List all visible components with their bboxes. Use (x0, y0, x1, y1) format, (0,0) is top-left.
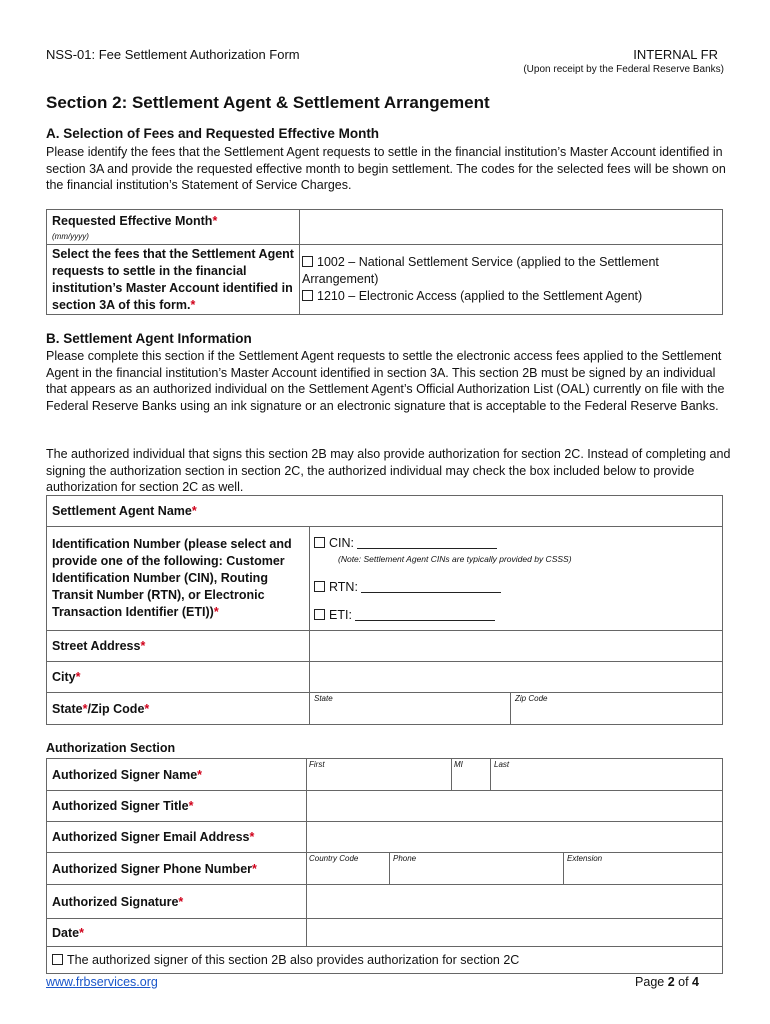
fees-label: Select the fees that the Settlement Agent requests to settle in the financial institution’s Master Account identified in section 3A of this form. (52, 246, 294, 312)
also-authorizes-row[interactable] (47, 947, 723, 974)
state-hint: State (314, 694, 333, 703)
country-code-hint: Country Code (309, 854, 359, 863)
rtn-checkbox[interactable] (314, 581, 325, 592)
fees-table (46, 209, 723, 315)
rtn-input[interactable] (361, 581, 501, 593)
fee-option-1210[interactable]: 1210 – Electronic Access (applied to the Settlement Agent) (302, 288, 717, 305)
section-title: Section 2: Settlement Agent & Settlement Arrangement (46, 93, 490, 112)
title-input[interactable] (307, 791, 723, 822)
part-b-paragraph-1: Please complete this section if the Settlement Agent requests to settle the electronic access fees applied to the Settlement Agent in the financial institution’s Master Account identified in section 3A. This section 2B must be signed by an individual that appears as an authorized individual on the Settlement Agent’s Official Authorization List (OAL) currently on file with the Federal Reserve Banks using an ink signature or an electronic signature that is acceptable to the Federal Reserve Banks. (46, 349, 725, 413)
fee-option-1002[interactable]: 1002 – National Settlement Service (applied to the Settlement Arrangement) (302, 255, 659, 286)
eti-checkbox[interactable] (314, 609, 325, 620)
frbservices-link[interactable]: www.frbservices.org (46, 975, 158, 989)
agent-name-cell[interactable]: Settlement Agent Name* (47, 496, 723, 527)
signer-name-label-cell: Authorized Signer Name* (47, 759, 307, 791)
effective-month-label-cell: Requested Effective Month* (mm/yyyy) (47, 210, 300, 245)
rtn-option[interactable]: RTN: (314, 579, 717, 595)
cin-input[interactable] (357, 537, 497, 549)
id-label-cell: Identification Number (please select and provide one of the following: Customer Identification Number (CIN), Routing Transit Number (RTN), or Electronic Transaction Identifier (ETI))* (47, 527, 310, 631)
zip-hint: Zip Code (515, 694, 548, 703)
phone-input[interactable] (307, 853, 723, 885)
email-input[interactable] (307, 822, 723, 853)
first-hint: First (309, 760, 325, 769)
also-authorizes-text: The authorized signer of this section 2B also provides authorization for section 2C (67, 953, 520, 967)
phone-hint: Phone (393, 854, 417, 863)
eti-input[interactable] (355, 609, 495, 621)
page-indicator: Page 2 of 4 (635, 975, 699, 989)
auth-table (46, 758, 723, 974)
also-authorizes-checkbox[interactable] (52, 954, 63, 965)
signature-input[interactable] (307, 885, 723, 919)
part-b-paragraph-2: The authorized individual that signs this section 2B may also provide authorization for section 2C. Instead of completing and signing the authorization section in section 2C, the authorized individual may check the box included below to provide authorization for section 2C as well. (46, 447, 731, 494)
street-input[interactable] (310, 631, 723, 662)
fees-label-cell: Select the fees that the Settlement Agent requests to settle in the financial institution’s Master Account identified in section 3A of this form.* (47, 245, 300, 315)
effective-month-input[interactable] (300, 210, 723, 245)
authorization-heading: Authorization Section (46, 741, 176, 755)
phone-label-cell: Authorized Signer Phone Number* (47, 853, 307, 885)
agent-name-label: Settlement Agent Name (52, 504, 192, 518)
internal-label: INTERNAL FR (633, 47, 718, 62)
eti-option[interactable]: ETI: (314, 607, 717, 623)
part-a-paragraph: Please identify the fees that the Settlement Agent requests to settle in the financial institution’s Master Account identified in section 3A and provide the requested effective month to begin settlement. The codes for the selected fees will be shown on the financial institution’s Statement of Service Charges. (46, 145, 726, 192)
cin-note: (Note: Settlement Agent CINs are typically provided by CSSS) (338, 553, 572, 564)
checkbox-1002[interactable] (302, 256, 313, 267)
state-zip-label-cell: State*/Zip Code* (47, 693, 310, 725)
internal-note: (Upon receipt by the Federal Reserve Banks) (523, 64, 724, 75)
form-title: NSS-01: Fee Settlement Authorization Form (46, 47, 300, 62)
extension-hint: Extension (567, 854, 603, 863)
email-label-cell: Authorized Signer Email Address* (47, 822, 307, 853)
street-label-cell: Street Address* (47, 631, 310, 662)
date-label-cell: Date* (47, 919, 307, 947)
id-label: Identification Number (please select and provide one of the following: Customer Identification Number (CIN), Routing Transit Number (RTN), or Electronic Transaction Identifier (ETI)) (52, 537, 292, 619)
cin-option[interactable]: CIN: (314, 535, 717, 551)
last-hint: Last (494, 760, 510, 769)
cin-checkbox[interactable] (314, 537, 325, 548)
state-zip-input[interactable] (310, 693, 723, 725)
effective-month-label: Requested Effective Month (52, 214, 213, 228)
title-label-cell: Authorized Signer Title* (47, 791, 307, 822)
part-b-heading: B. Settlement Agent Information (46, 331, 252, 346)
agent-table (46, 495, 723, 725)
id-options-cell (310, 527, 723, 631)
city-label-cell: City* (47, 662, 310, 693)
checkbox-1210[interactable] (302, 290, 313, 301)
signature-label-cell: Authorized Signature* (47, 885, 307, 919)
city-input[interactable] (310, 662, 723, 693)
mi-hint: MI (454, 760, 463, 769)
signer-name-input[interactable] (307, 759, 723, 791)
date-input[interactable] (307, 919, 723, 947)
part-a-heading: A. Selection of Fees and Requested Effective Month (46, 126, 380, 141)
fee-options-cell (300, 245, 723, 315)
effective-month-format: (mm/yyyy) (52, 232, 89, 241)
